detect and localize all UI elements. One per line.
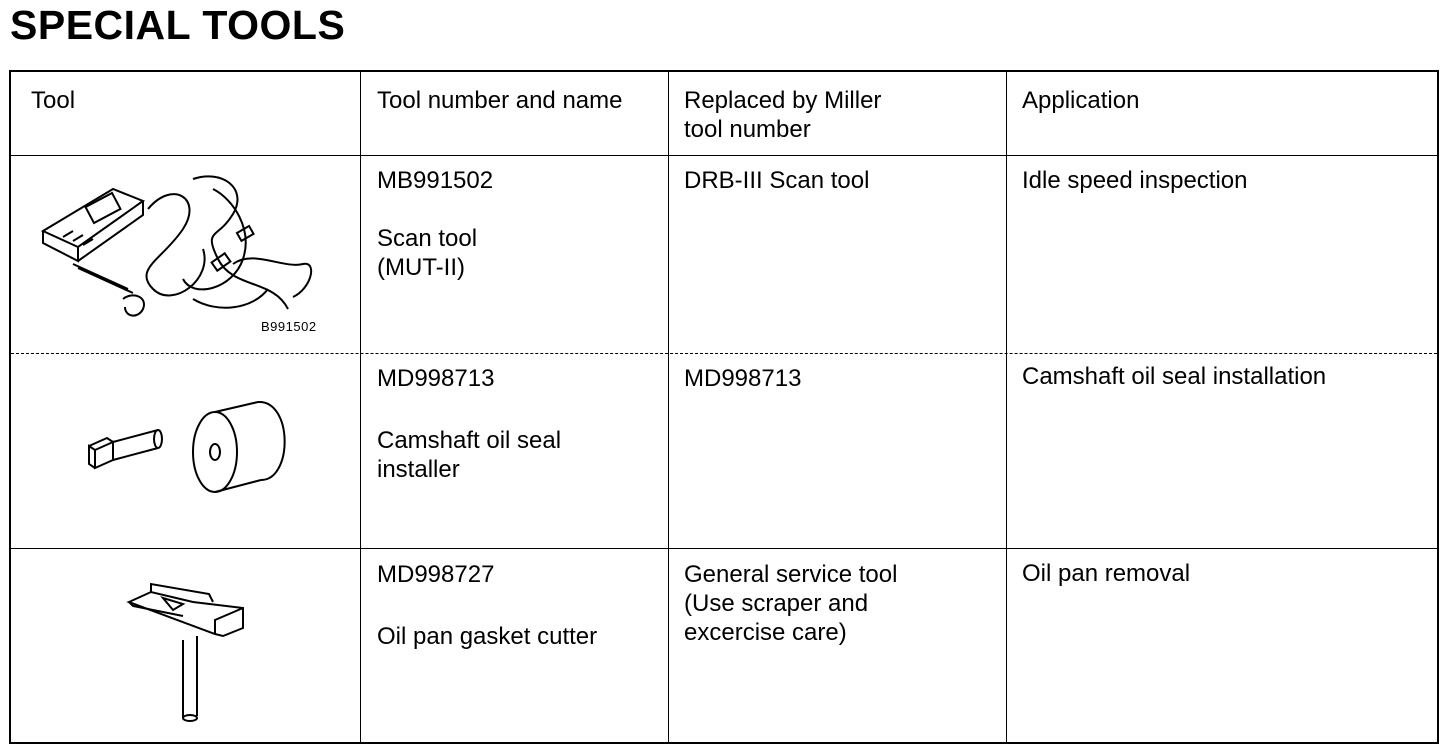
- header-application: Application: [1022, 87, 1140, 114]
- special-tools-table: [9, 70, 1439, 744]
- header-tool-number-name: Tool number and name: [377, 87, 623, 114]
- seal-installer-icon: [83, 380, 313, 520]
- tool-number: MB991502: [377, 167, 494, 194]
- tool-image-label: B991502: [261, 319, 317, 334]
- tool-name: Camshaft oil seal installer: [377, 427, 562, 483]
- column-divider: [360, 72, 361, 742]
- column-divider: [1006, 72, 1007, 742]
- tool-number: MD998727: [377, 561, 495, 588]
- replaced-by: MD998713: [684, 365, 802, 392]
- tool-number: MD998713: [377, 365, 495, 392]
- page-title: SPECIAL TOOLS: [10, 2, 346, 48]
- row-divider: [11, 548, 1437, 549]
- scan-tool-icon: [33, 169, 333, 339]
- application: Camshaft oil seal installation: [1022, 363, 1327, 390]
- replaced-by: General service tool (Use scraper and excercise care): [684, 561, 898, 646]
- header-replaced-by: Replaced by Miller tool number: [684, 87, 882, 143]
- tool-name: Oil pan gasket cutter: [377, 623, 598, 650]
- tool-name: Scan tool (MUT-II): [377, 225, 478, 281]
- column-divider: [668, 72, 669, 742]
- gasket-cutter-icon: [123, 578, 263, 728]
- row-divider: [11, 353, 1437, 354]
- replaced-by: DRB-III Scan tool: [684, 167, 870, 194]
- application: Oil pan removal: [1022, 560, 1191, 587]
- header-tool: Tool: [31, 87, 76, 114]
- header-divider: [11, 155, 1437, 156]
- application: Idle speed inspection: [1022, 167, 1248, 194]
